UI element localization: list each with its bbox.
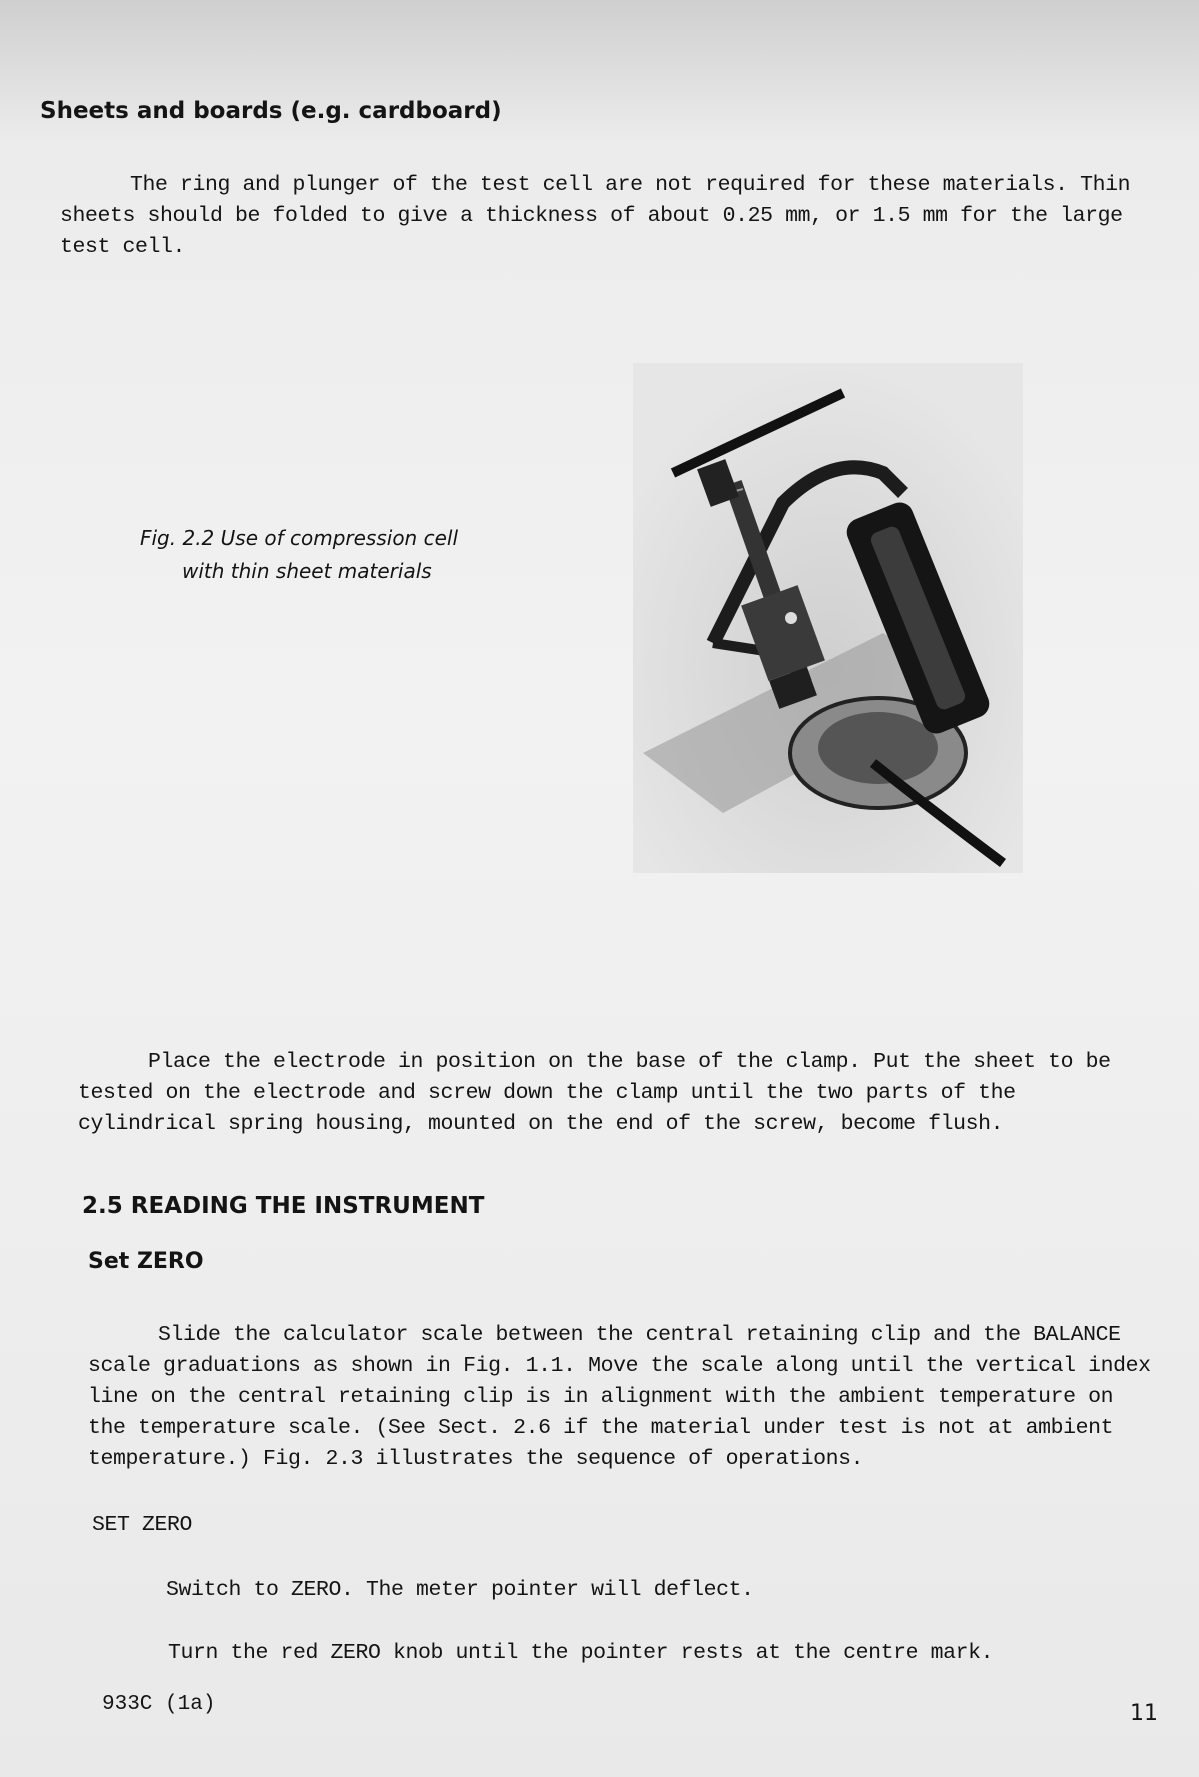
paragraph-sheets: The ring and plunger of the test cell are not required for these materials. Thin sheets should be folded to give a thickness of about 0.25 mm, or 1.5 mm for the large test cell. xyxy=(60,173,1131,259)
figure-caption-line1: Fig. 2.2 Use of compression cell xyxy=(140,526,459,550)
step-turn-zero-knob: Turn the red ZERO knob until the pointer rests at the centre mark. xyxy=(168,1641,994,1665)
page-number: 11 xyxy=(1130,1701,1158,1726)
figure-caption-line2: with thin sheet materials xyxy=(182,559,432,583)
figure-caption xyxy=(140,522,458,588)
section-heading-sheets: Sheets and boards (e.g. cardboard) xyxy=(40,98,502,124)
clamp-illustration xyxy=(633,363,1023,873)
subheading-set-zero: Set ZERO xyxy=(88,1249,204,1274)
compression-cell-photo xyxy=(633,363,1023,873)
step-switch-to-zero: Switch to ZERO. The meter pointer will deflect. xyxy=(166,1578,754,1602)
label-set-zero: SET ZERO xyxy=(92,1513,193,1537)
section-heading-reading: 2.5 READING THE INSTRUMENT xyxy=(82,1193,485,1219)
paragraph-placement: Place the electrode in position on the base of the clamp. Put the sheet to be tested on the electrode and screw down the clamp until the two parts of the cylindrical spring housing, mounted on the end of the screw, become flush. xyxy=(78,1050,1111,1136)
document-code: 933C (1a) xyxy=(102,1693,216,1716)
paragraph-set-zero: Slide the calculator scale between the central retaining clip and the BALANCE scale graduations as shown in Fig. 1.1. Move the scale along until the vertical index line on the central retaining clip is in alignment with the ambient temperature on the temperature scale. (See Sect. 2.6 if the material under test is not at ambient temperature.) Fig. 2.3 illustrates the sequence of operations. xyxy=(88,1323,1151,1471)
